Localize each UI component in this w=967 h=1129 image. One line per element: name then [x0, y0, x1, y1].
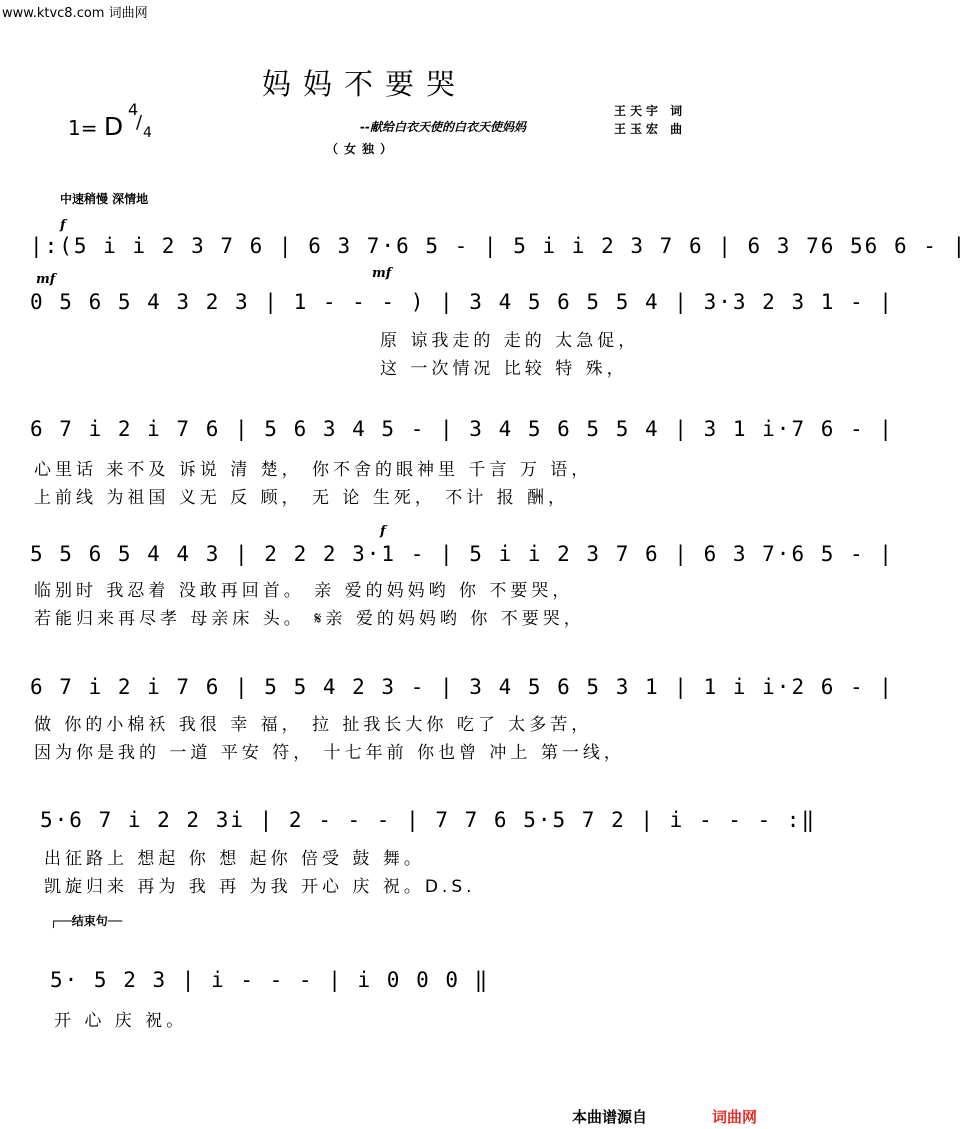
- footer-brand-link[interactable]: 词曲网: [712, 1108, 758, 1126]
- dynamic-forte-2: f: [380, 524, 386, 539]
- lyricist-credit: 王天宇 词: [614, 104, 687, 118]
- tempo-marking: 中速稍慢 深情地: [60, 192, 149, 206]
- meter-slash: /: [136, 112, 143, 133]
- lyrics-row-5-verse-1: 做 你的小棉袄 我很 幸 福， 拉 扯我长大你 吃了 太多苦，: [34, 715, 593, 735]
- notation-row-4: 5 5 6 5 4 4 3 | 2 2 2 3·1 - | 5 i i 2 3 7 6 | 6 3 7·6 5 - |: [30, 542, 894, 566]
- song-title: 妈妈不要哭: [262, 67, 468, 101]
- footer-source-text: 本曲谱源自: [572, 1108, 648, 1126]
- composer-credit: 王玉宏 曲: [614, 122, 687, 136]
- notation-row-6: 5·6 7 i 2 2 3i | 2 - - - | 7 7 6 5·5 7 2 | i - - - :‖: [40, 808, 817, 832]
- dynamic-mezzo-forte-vocal: mf: [372, 266, 392, 281]
- meter-top: 4: [128, 100, 139, 119]
- notation-row-5: 6 7 i 2 i 7 6 | 5 5 4 2 3 - | 3 4 5 6 5 3 1 | 1 i i·2 6 - |: [30, 675, 894, 699]
- lyrics-ending: 开 心 庆 祝。: [54, 1011, 188, 1031]
- lyrics-row-6-verse-1: 出征路上 想起 你 想 起你 倍受 鼓 舞。: [44, 849, 425, 869]
- key-letter: D: [103, 112, 124, 141]
- dynamic-mezzo-forte: mf: [36, 272, 56, 287]
- ending-label-text: 结束句: [71, 914, 108, 928]
- site-watermark: www.ktvc8.com 词曲网: [2, 6, 148, 21]
- lyrics-row-5-verse-2: 因为你是我的 一道 平安 符， 十七年前 你也曾 冲上 第一线，: [34, 743, 625, 763]
- ending-line-right: ──: [107, 914, 123, 928]
- voice-type: （女独）: [326, 142, 399, 156]
- notation-ending: 5· 5 2 3 | i - - - | i 0 0 0 ‖: [50, 968, 490, 992]
- lyrics-row-4-verse-2: 若能归来再尽孝 母亲床 头。 𝄋亲 爱的妈妈哟 你 不要哭，: [34, 609, 585, 629]
- lyrics-row-6-verse-2: 凯旋归来 再为 我 再 为我 开心 庆 祝。D.S.: [44, 877, 476, 897]
- key-signature: [68, 112, 123, 141]
- lyrics-row-4-verse-1: 临别时 我忍着 没敢再回首。 亲 爱的妈妈哟 你 不要哭，: [34, 581, 574, 601]
- dedication: --献给白衣天使的白衣天使妈妈: [360, 120, 526, 134]
- notation-row-1: |:(5 i i 2 3 7 6 | 6 3 7·6 5 - | 5 i i 2 3 7 6 | 6 3 76 56 6 - |: [30, 234, 967, 258]
- lyrics-row-2-verse-2: 这 一次情况 比较 特 殊，: [380, 359, 628, 379]
- notation-row-2: 0 5 6 5 4 3 2 3 | 1 - - - ) | 3 4 5 6 5 5 4 | 3·3 2 3 1 - |: [30, 290, 894, 314]
- ending-label: [50, 912, 122, 929]
- lyrics-row-2-verse-1: 原 谅我走的 走的 太急促，: [380, 331, 640, 351]
- lyrics-row-3-verse-2: 上前线 为祖国 义无 反 顾， 无 论 生死， 不计 报 酬，: [34, 488, 570, 508]
- notation-row-3: 6 7 i 2 i 7 6 | 5 6 3 4 5 - | 3 4 5 6 5 5 4 | 3 1 i·7 6 - |: [30, 417, 894, 441]
- dynamic-forte: f: [60, 218, 66, 233]
- meter-bottom: 4: [143, 125, 152, 141]
- ending-line-left: ┌──: [50, 914, 72, 928]
- lyrics-row-3-verse-1: 心里话 来不及 诉说 清 楚， 你不舍的眼神里 千言 万 语，: [34, 460, 593, 480]
- key-prefix: 1=: [68, 116, 98, 140]
